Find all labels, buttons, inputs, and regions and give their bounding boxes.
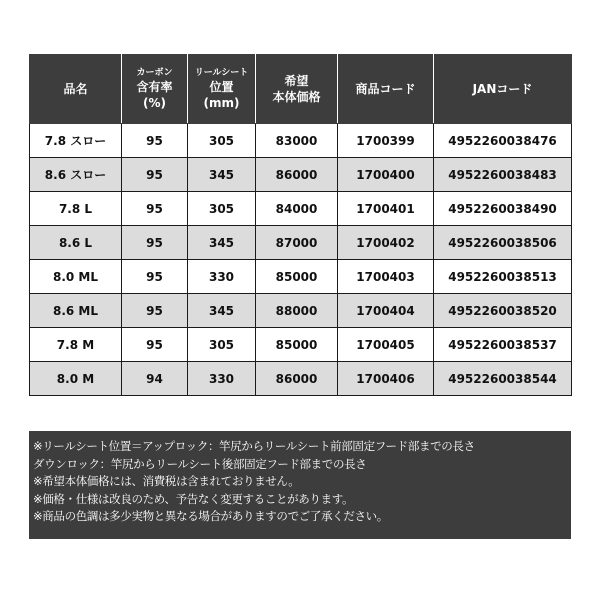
cell-code: 1700405 [338, 328, 434, 362]
note-tax: ※希望本体価格には、消費税は含まれておりません。 [33, 474, 300, 488]
cell-name: 7.8 M [30, 328, 122, 362]
table-row [30, 260, 572, 294]
header-row [30, 55, 572, 124]
header-jan [434, 55, 572, 124]
header-reelseat-line1: 位置 [209, 80, 234, 94]
cell-jan: 4952260038537 [434, 328, 572, 362]
cell-code: 1700403 [338, 260, 434, 294]
cell-carbon: 95 [122, 192, 188, 226]
cell-name: 8.0 ML [30, 260, 122, 294]
cell-code: 1700406 [338, 362, 434, 396]
cell-jan: 4952260038506 [434, 226, 572, 260]
cell-jan: 4952260038476 [434, 124, 572, 158]
table-row [30, 158, 572, 192]
cell-name: 8.0 M [30, 362, 122, 396]
cell-carbon: 94 [122, 362, 188, 396]
note-spec-change: ※価格・仕様は改良のため、予告なく変更することがあります。 [33, 491, 354, 506]
cell-jan: 4952260038520 [434, 294, 572, 328]
spec-table [29, 54, 572, 396]
cell-code: 1700399 [338, 124, 434, 158]
cell-reelseat: 345 [188, 158, 256, 192]
cell-name: 8.6 スロー [30, 158, 122, 192]
header-name [30, 55, 122, 124]
header-jan-label: JANコード [472, 82, 533, 96]
note-reelseat-uplock: ※リールシート位置＝アップロック：竿尻からリールシート前部固定フード部までの長さ [33, 439, 475, 453]
note-color: ※商品の色調は多少実物と異なる場合がありますのでご了承ください。 [33, 509, 388, 523]
cell-carbon: 95 [122, 158, 188, 192]
cell-name: 7.8 L [30, 192, 122, 226]
cell-code: 1700402 [338, 226, 434, 260]
cell-price: 85000 [256, 260, 338, 294]
table-row [30, 226, 572, 260]
note-reelseat-downlock: ダウンロック：竿尻からリールシート後部固定フード部までの長さ [33, 456, 367, 471]
table-row [30, 362, 572, 396]
cell-price: 86000 [256, 158, 338, 192]
header-reelseat-small: リールシート [194, 68, 249, 78]
table-body [30, 124, 572, 396]
header-carbon [122, 55, 188, 124]
table-row [30, 328, 572, 362]
cell-reelseat: 305 [188, 328, 256, 362]
cell-carbon: 95 [122, 328, 188, 362]
table-row [30, 192, 572, 226]
cell-name: 8.6 L [30, 226, 122, 260]
cell-code: 1700401 [338, 192, 434, 226]
cell-jan: 4952260038544 [434, 362, 572, 396]
header-carbon-small: カーボン [136, 68, 173, 78]
header-code-label: 商品コード [355, 82, 416, 96]
header-code [338, 55, 434, 124]
cell-name: 7.8 スロー [30, 124, 122, 158]
cell-reelseat: 330 [188, 362, 256, 396]
cell-reelseat: 345 [188, 226, 256, 260]
cell-code: 1700400 [338, 158, 434, 192]
cell-carbon: 95 [122, 260, 188, 294]
table-header [30, 55, 572, 124]
cell-code: 1700404 [338, 294, 434, 328]
cell-price: 83000 [256, 124, 338, 158]
header-reelseat [188, 55, 256, 124]
notes-box [29, 431, 571, 539]
cell-jan: 4952260038513 [434, 260, 572, 294]
cell-name: 8.6 ML [30, 294, 122, 328]
cell-carbon: 95 [122, 294, 188, 328]
cell-price: 86000 [256, 362, 338, 396]
table-row [30, 294, 572, 328]
header-price-line2: 本体価格 [272, 90, 321, 104]
header-price-line1: 希望 [284, 74, 309, 88]
cell-price: 84000 [256, 192, 338, 226]
cell-reelseat: 305 [188, 192, 256, 226]
cell-price: 88000 [256, 294, 338, 328]
cell-jan: 4952260038490 [434, 192, 572, 226]
cell-carbon: 95 [122, 226, 188, 260]
header-carbon-line1: 含有率 [136, 80, 173, 94]
cell-reelseat: 305 [188, 124, 256, 158]
cell-price: 85000 [256, 328, 338, 362]
cell-price: 87000 [256, 226, 338, 260]
header-carbon-line2: (%) [143, 96, 166, 110]
header-reelseat-line2: (mm) [203, 96, 240, 110]
header-name-label: 品名 [63, 82, 88, 96]
header-price [256, 55, 338, 124]
cell-carbon: 95 [122, 124, 188, 158]
cell-jan: 4952260038483 [434, 158, 572, 192]
cell-reelseat: 345 [188, 294, 256, 328]
table-row [30, 124, 572, 158]
cell-reelseat: 330 [188, 260, 256, 294]
